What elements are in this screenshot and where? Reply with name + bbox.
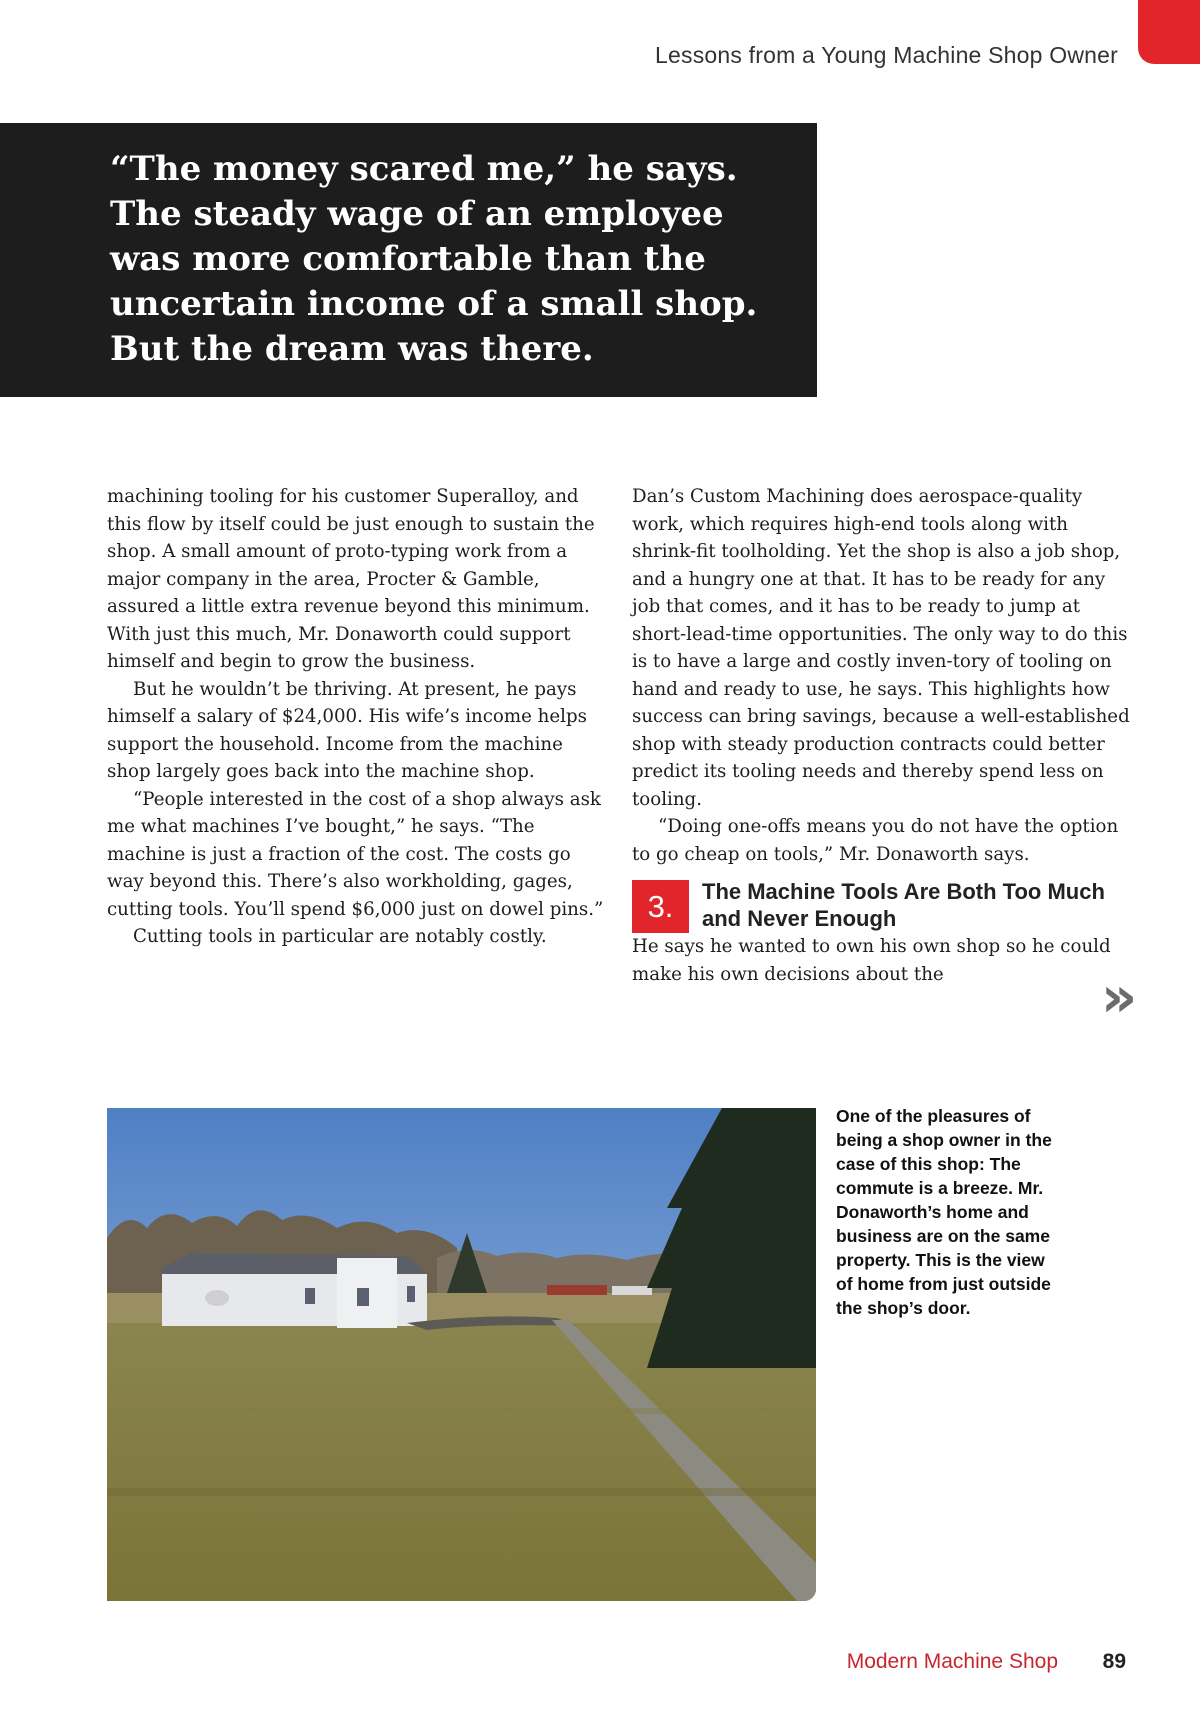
- paragraph: He says he wanted to own his own shop so he could make his own decisions about the: [632, 936, 1111, 985]
- paragraph: machining tooling for his customer Superalloy, and this flow by itself could be just enough to sustain the shop. A small amount of proto-typing work from a major company in the area, Procter & Gamble, assured a little extra revenue beyond this minimum. With just this much, Mr. Donaworth could support himself and begin to grow the business.: [107, 486, 595, 672]
- right-column: [632, 483, 1132, 988]
- paragraph: “Doing one-offs means you do not have the option to go cheap on tools,” Mr. Donaworth says.: [632, 816, 1119, 865]
- running-header: Lessons from a Young Machine Shop Owner: [655, 42, 1118, 68]
- paragraph: Cutting tools in particular are notably costly.: [133, 926, 547, 947]
- section-title: The Machine Tools Are Both Too Much and Never Enough: [702, 879, 1105, 931]
- publication-name: Modern Machine Shop: [846, 1650, 1058, 1673]
- page-number: 89: [1102, 1650, 1126, 1673]
- pull-quote-box: [0, 123, 817, 397]
- paragraph: “People interested in the cost of a shop always ask me what machines I’ve bought,” he says. “The machine is just a fraction of the cost. The costs go way beyond this. There’s also workholding, gages, cutting tools. You’ll spend $6,000 just on dowel pins.”: [107, 788, 604, 920]
- continue-chevrons-icon: »: [1101, 965, 1138, 1030]
- section-number-badge: 3.: [632, 880, 689, 933]
- house-photo: [107, 1108, 816, 1601]
- photo-illustration: [107, 1108, 816, 1601]
- pull-quote-text: “The money scared me,” he says. The steady wage of an employee was more comfortable than the uncertain income of a small shop. But the dream was there.: [110, 149, 758, 369]
- photo-caption: One of the pleasures of being a shop owner in the case of this shop: The commute is a breeze. Mr. Donaworth’s home and business are on the same property. This is the view of home from just outside the shop’s door.: [836, 1106, 1052, 1318]
- section-heading: [632, 878, 1132, 933]
- left-column: [107, 483, 607, 951]
- paragraph: But he wouldn’t be thriving. At present, he pays himself a salary of $24,000. His wife’s income helps support the household. Income from the machine shop largely goes back into the machine shop.: [107, 678, 587, 782]
- corner-tab: [1138, 0, 1200, 64]
- paragraph: Dan’s Custom Machining does aerospace-quality work, which requires high-end tools along with shrink-fit toolholding. Yet the shop is also a job shop, and a hungry one at that. It has to be ready for any job that comes, and it has to be ready to jump at short-lead-time opportunities. The only way to do this is to have a large and costly inven-tory of tooling on hand and ready to use, he says. This highlights how success can bring savings, because a well-established shop with steady production contracts could better predict its tooling needs and thereby spend less on tooling.: [632, 486, 1130, 810]
